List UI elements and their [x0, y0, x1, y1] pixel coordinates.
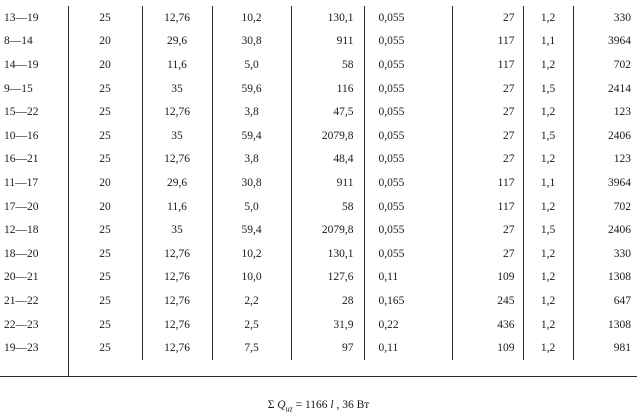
table-cell: 59,4 — [212, 124, 291, 148]
table-cell: 35 — [142, 124, 212, 148]
table-cell: 30,8 — [212, 171, 291, 195]
table-cell: 647 — [573, 289, 637, 313]
table-cell: 12,76 — [142, 6, 212, 30]
table-row — [0, 100, 637, 124]
table-cell: 1308 — [573, 266, 637, 290]
table-cell: 436 — [452, 313, 523, 337]
table-cell: 2406 — [573, 124, 637, 148]
table-cell: 1,5 — [523, 124, 573, 148]
table-cell: 11—17 — [4, 176, 39, 189]
table-cell: 8—14 — [4, 35, 33, 48]
table-cell: 0,165 — [364, 289, 452, 313]
table-cell: 1,2 — [523, 100, 573, 124]
q-subscript: uz — [285, 404, 293, 414]
table-cell: 911 — [291, 171, 364, 195]
table-cell: 25 — [68, 148, 142, 172]
table-cell: 25 — [68, 313, 142, 337]
table-cell: 2079,8 — [291, 124, 364, 148]
table-cell: 0,055 — [364, 148, 452, 172]
table-cell: 117 — [452, 195, 523, 219]
table-cell: 97 — [291, 336, 364, 360]
table-cell: 25 — [68, 242, 142, 266]
table-cell: 1,2 — [523, 6, 573, 30]
table-cell: 245 — [452, 289, 523, 313]
table-cell: 25 — [68, 100, 142, 124]
table-cell: 12,76 — [142, 100, 212, 124]
table-cell: 58 — [291, 53, 364, 77]
table-cell: 25 — [68, 6, 142, 30]
table-cell: 0,055 — [364, 6, 452, 30]
table-bottom-tick — [68, 360, 69, 376]
table-cell: 3,8 — [212, 148, 291, 172]
table-cell: 117 — [452, 171, 523, 195]
table-cell: 12,76 — [142, 148, 212, 172]
table-cell: 20—21 — [4, 271, 39, 284]
summary-formula — [0, 398, 637, 416]
table-row — [0, 313, 637, 337]
table-cell: 0,11 — [364, 266, 452, 290]
table-cell: 109 — [452, 336, 523, 360]
q-symbol: Q — [277, 399, 286, 411]
table-cell: 911 — [291, 30, 364, 54]
table-cell: 25 — [68, 124, 142, 148]
table-cell: 2079,8 — [291, 218, 364, 242]
table-bottom-rule — [0, 376, 637, 377]
table-cell: 0,055 — [364, 195, 452, 219]
table-cell: 27 — [452, 148, 523, 172]
table-cell: 13—19 — [4, 11, 39, 24]
table-cell: 27 — [452, 218, 523, 242]
table-row — [0, 218, 637, 242]
table-cell: 21—22 — [4, 294, 39, 307]
table-row — [0, 148, 637, 172]
table-row — [0, 30, 637, 54]
table-cell: 1,2 — [523, 148, 573, 172]
table-cell: 1,2 — [523, 289, 573, 313]
table-cell: 1,1 — [523, 171, 573, 195]
table-row — [0, 336, 637, 360]
table-cell: 35 — [142, 77, 212, 101]
table-cell: 48,4 — [291, 148, 364, 172]
table-cell: 12,76 — [142, 266, 212, 290]
table-cell: 20 — [68, 30, 142, 54]
table-row — [0, 171, 637, 195]
table-cell: 25 — [68, 218, 142, 242]
table-row — [0, 195, 637, 219]
table-cell: 59,4 — [212, 218, 291, 242]
table-cell: 2,2 — [212, 289, 291, 313]
table-cell: 2406 — [573, 218, 637, 242]
table-cell: 28 — [291, 289, 364, 313]
table-cell: 330 — [573, 242, 637, 266]
table-cell: 117 — [452, 53, 523, 77]
table-cell: 2,5 — [212, 313, 291, 337]
table-cell: 29,6 — [142, 171, 212, 195]
table-cell: 25 — [68, 336, 142, 360]
table-cell: 123 — [573, 100, 637, 124]
table-cell: 58 — [291, 195, 364, 219]
table-cell: 27 — [452, 77, 523, 101]
table-cell: 29,6 — [142, 30, 212, 54]
table-cell: 31,9 — [291, 313, 364, 337]
table-cell: 10,0 — [212, 266, 291, 290]
table-cell: 12—18 — [4, 224, 39, 237]
table-cell: 12,76 — [142, 289, 212, 313]
table-cell: 12,76 — [142, 336, 212, 360]
table-body — [0, 6, 637, 360]
table-cell: 47,5 — [291, 100, 364, 124]
table-cell: 109 — [452, 266, 523, 290]
table-cell: 981 — [573, 336, 637, 360]
table-row — [0, 124, 637, 148]
table-cell: 11,6 — [142, 53, 212, 77]
table-cell: 1,1 — [523, 30, 573, 54]
table-cell: 0,055 — [364, 100, 452, 124]
table-cell: 0,055 — [364, 77, 452, 101]
table-cell: 20 — [68, 195, 142, 219]
table-cell: 30,8 — [212, 30, 291, 54]
table-row — [0, 266, 637, 290]
table-cell: 7,5 — [212, 336, 291, 360]
table-cell: 1,2 — [523, 313, 573, 337]
table-cell: 20 — [68, 171, 142, 195]
table-cell: 1,2 — [523, 336, 573, 360]
sigma-symbol: Σ — [267, 399, 275, 411]
table-cell: 117 — [452, 30, 523, 54]
table-cell: 9—15 — [4, 82, 33, 95]
table-cell: 130,1 — [291, 242, 364, 266]
table-cell: 27 — [452, 242, 523, 266]
table-cell: 0,055 — [364, 53, 452, 77]
table-row — [0, 289, 637, 313]
table-cell: 25 — [68, 266, 142, 290]
table-cell: 0,11 — [364, 336, 452, 360]
table-cell: 14—19 — [4, 58, 39, 71]
table-cell: 702 — [573, 53, 637, 77]
table-cell: 2414 — [573, 77, 637, 101]
formula-value: = 1166 — [295, 399, 328, 411]
table-cell: 1,2 — [523, 53, 573, 77]
table-cell: 12,76 — [142, 242, 212, 266]
table-cell: 702 — [573, 195, 637, 219]
table-cell: 116 — [291, 77, 364, 101]
table-cell: 17—20 — [4, 200, 39, 213]
formula-tail: , 36 Вт — [336, 399, 370, 411]
table-cell: 27 — [452, 6, 523, 30]
table-cell: 0,22 — [364, 313, 452, 337]
data-table — [0, 6, 637, 360]
table-cell: 25 — [68, 77, 142, 101]
table-cell: 0,055 — [364, 218, 452, 242]
formula-variable: l — [330, 399, 334, 411]
table-cell: 27 — [452, 100, 523, 124]
table-cell: 0,055 — [364, 124, 452, 148]
table-cell: 1,2 — [523, 242, 573, 266]
table-cell: 3964 — [573, 171, 637, 195]
table-cell: 10—16 — [4, 129, 39, 142]
table-cell: 3,8 — [212, 100, 291, 124]
table-cell: 12,76 — [142, 313, 212, 337]
table-cell: 3964 — [573, 30, 637, 54]
table-cell: 16—21 — [4, 153, 39, 166]
table-cell: 5,0 — [212, 53, 291, 77]
table-cell: 330 — [573, 6, 637, 30]
table-cell: 1,5 — [523, 218, 573, 242]
table-cell: 27 — [452, 124, 523, 148]
table-cell: 35 — [142, 218, 212, 242]
table-cell: 59,6 — [212, 77, 291, 101]
table-cell: 18—20 — [4, 247, 39, 260]
table-cell: 5,0 — [212, 195, 291, 219]
table-cell: 25 — [68, 289, 142, 313]
table-row — [0, 53, 637, 77]
table-cell: 1308 — [573, 313, 637, 337]
table-cell: 0,055 — [364, 171, 452, 195]
table-cell: 0,055 — [364, 242, 452, 266]
table-row — [0, 77, 637, 101]
table-cell: 22—23 — [4, 318, 39, 331]
table-cell: 19—23 — [4, 342, 39, 355]
table-cell: 1,2 — [523, 195, 573, 219]
table-cell: 123 — [573, 148, 637, 172]
table-cell: 10,2 — [212, 242, 291, 266]
table-cell: 1,2 — [523, 266, 573, 290]
table-row — [0, 242, 637, 266]
table-cell: 1,5 — [523, 77, 573, 101]
table-cell: 15—22 — [4, 106, 39, 119]
table-cell: 130,1 — [291, 6, 364, 30]
table-row — [0, 6, 637, 30]
table-cell: 127,6 — [291, 266, 364, 290]
table-cell: 10,2 — [212, 6, 291, 30]
table-cell: 11,6 — [142, 195, 212, 219]
table-cell: 20 — [68, 53, 142, 77]
table-cell: 0,055 — [364, 30, 452, 54]
